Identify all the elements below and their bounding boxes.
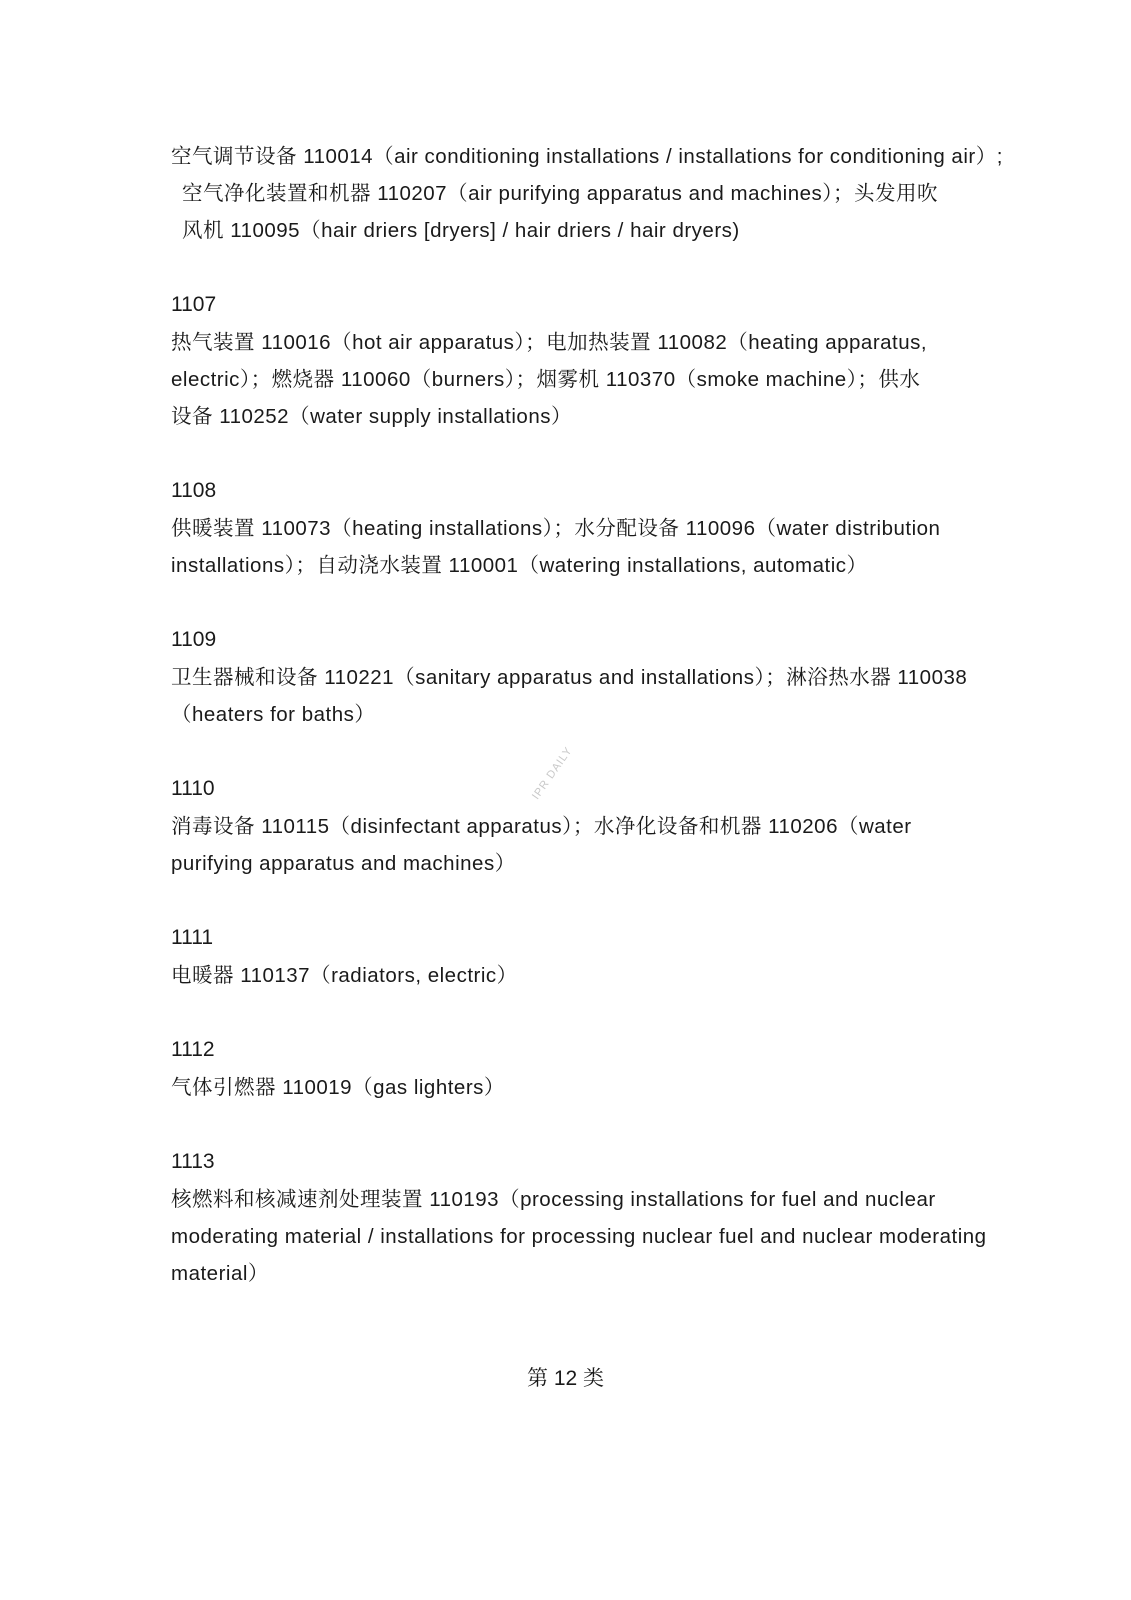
section-heading-1107: 1107 [171, 293, 217, 316]
section-line: material） [171, 1262, 269, 1285]
section-line: electric）；燃烧器 110060（burners）；烟雾机 110370（smoke machine）；供水 [171, 368, 921, 391]
section-line: 气体引燃器 110019（gas lighters） [171, 1076, 505, 1099]
section-line: （heaters for baths） [171, 703, 376, 726]
section-line: 消毒设备 110115（disinfectant apparatus）；水净化设备和机器 110206（water [171, 815, 912, 838]
section-line: installations）；自动浇水装置 110001（watering installations, automatic） [171, 554, 868, 577]
section-heading-1108: 1108 [171, 479, 217, 502]
section-heading-1112: 1112 [171, 1038, 215, 1061]
section-heading-1113: 1113 [171, 1150, 215, 1173]
section-heading-1109: 1109 [171, 628, 217, 651]
section-line: 核燃料和核减速剂处理装置 110193（processing installations for fuel and nuclear [171, 1188, 936, 1211]
section-heading-1111: 1111 [171, 926, 214, 949]
intro-line: 空气调节设备 110014（air conditioning installations / installations for conditioning air）; [171, 145, 1003, 168]
page-footer-class-label: 第 12 类 [526, 1367, 605, 1390]
intro-line: 空气净化装置和机器 110207（air purifying apparatus and machines）；头发用吹 [182, 182, 938, 205]
section-line: 供暖装置 110073（heating installations）；水分配设备 110096（water distribution [171, 517, 941, 540]
section-heading-1110: 1110 [171, 777, 215, 800]
section-line: 卫生器械和设备 110221（sanitary apparatus and installations）；淋浴热水器 110038 [171, 666, 968, 689]
section-line: purifying apparatus and machines） [171, 852, 516, 875]
section-line: 热气装置 110016（hot air apparatus）；电加热装置 110082（heating apparatus, [171, 331, 928, 354]
section-line: 电暖器 110137（radiators, electric） [171, 964, 518, 987]
intro-line: 风机 110095（hair driers [dryers] / hair driers / hair dryers) [182, 219, 740, 242]
watermark: IPR DAILY [530, 744, 576, 802]
section-line: moderating material / installations for processing nuclear fuel and nuclear moderating [171, 1225, 987, 1248]
section-line: 设备 110252（water supply installations） [171, 405, 572, 428]
